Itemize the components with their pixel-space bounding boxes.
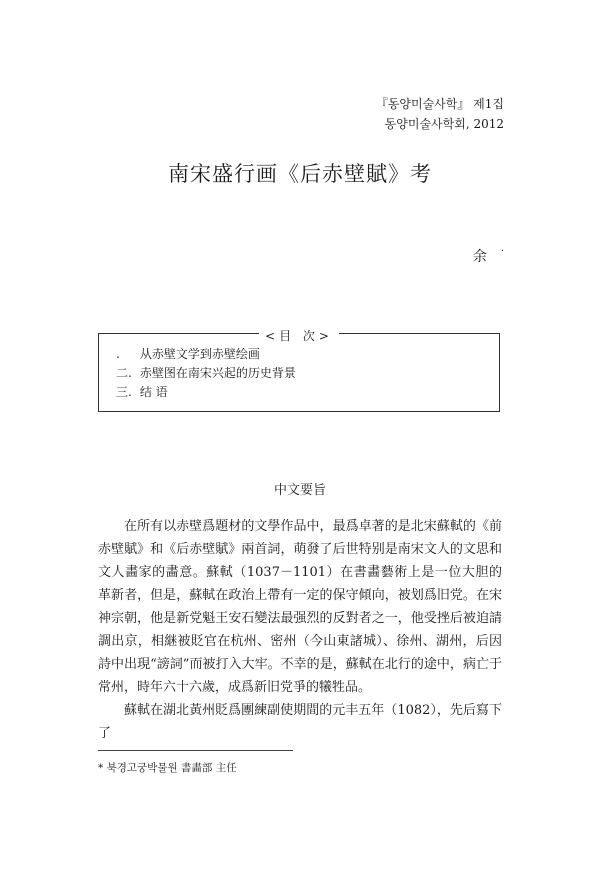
toc-item	[116, 364, 296, 383]
toc-item	[116, 383, 296, 402]
toc-heading	[99, 325, 499, 344]
publisher-year: 동양미술사학회, 2012	[384, 117, 504, 131]
toc-item-number: .	[116, 347, 120, 361]
author-name: 余	[472, 249, 487, 265]
toc-list	[116, 345, 296, 402]
author	[473, 246, 504, 266]
journal-header	[376, 94, 504, 134]
author-footnote-mark: ·	[500, 246, 504, 257]
toc-item-text: 从赤壁文学到赤壁绘画	[139, 347, 260, 361]
toc-item-text: 结 语	[139, 385, 168, 399]
table-of-contents	[98, 329, 500, 412]
journal-name: 『동양미술사학』 제1집	[375, 97, 504, 111]
toc-item-number: 二.	[116, 366, 132, 380]
body-text	[98, 515, 502, 745]
section-title: 中文要旨	[273, 483, 326, 498]
page-title: 南宋盛行画《后赤壁賦》考	[168, 162, 432, 186]
footnote: * 북경고궁박물원 書畵部 主任	[98, 762, 237, 774]
paragraph: 蘇軾在湖北黃州貶爲團練副使期間的元丰五年（1082），先后寫下了	[98, 703, 502, 741]
footnote-divider	[98, 750, 293, 751]
toc-item	[116, 345, 296, 364]
paragraph: 在所有以赤壁爲題材的文學作品中，最爲卓著的是北宋蘇軾的《前赤壁賦》和《后赤壁賦》兩首詞，萌發了后世特别是南宋文人的文思和文人畵家的畵意。蘇軾（1037－1101）在書畵藝術上是一位大胆的革新者，但是，蘇軾在政治上帶有一定的保守傾向，被划爲旧党。在宋神宗朝，他是新党魁王安石變法最强烈的反對者之一，他受挫后被迫請調出京，相継被貶官在杭州、密州（今山東諸城）、徐州、湖州，后因詩中出現“謗詞”而被打入大牢。不幸的是，蘇軾在北行的途中，病亡于常州，時年六十六歲，成爲新旧党爭的犧牲品。	[98, 519, 502, 695]
toc-heading-label: <目 次>	[259, 329, 339, 343]
toc-item-text: 赤壁图在南宋兴起的历史背景	[139, 366, 296, 380]
toc-item-number: 三.	[116, 385, 132, 399]
